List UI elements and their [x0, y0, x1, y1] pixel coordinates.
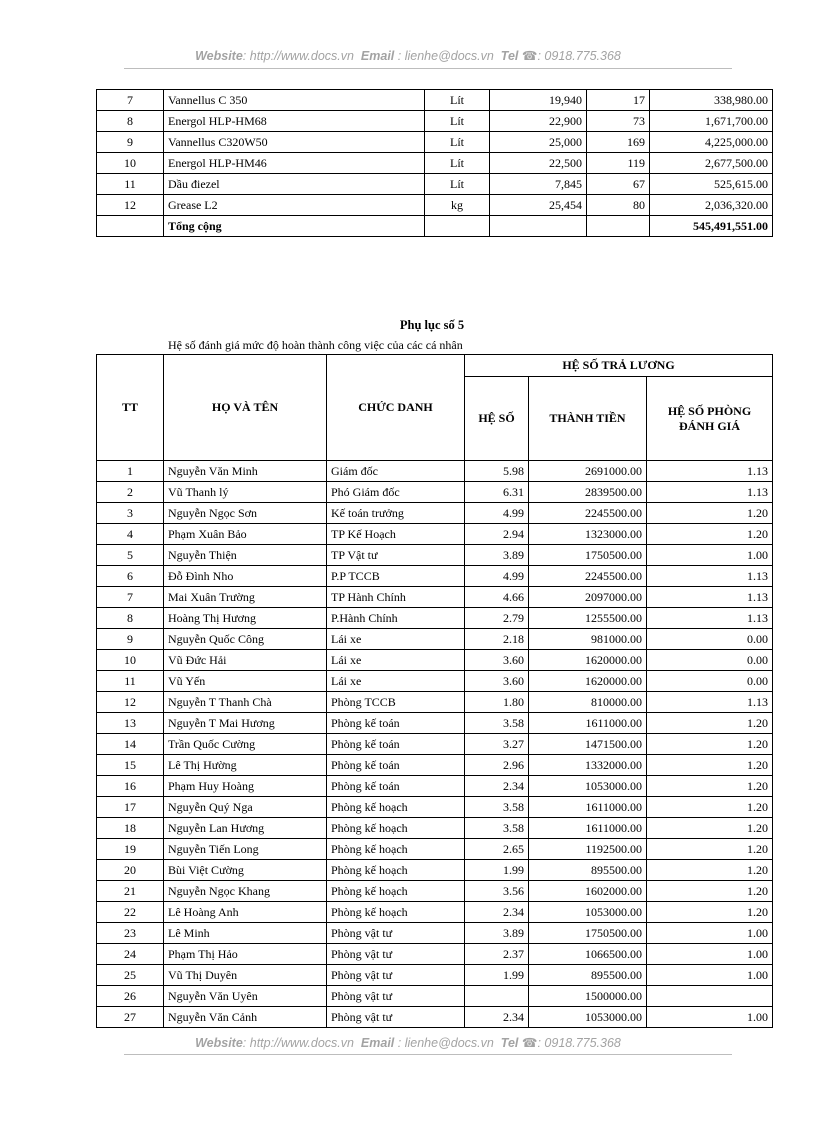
footer-website-label: Website [195, 1036, 243, 1050]
table-row [97, 461, 773, 482]
job-title-cell: Phòng TCCB [327, 692, 465, 713]
table-row [97, 195, 773, 216]
item-name-cell: Grease L2 [164, 195, 425, 216]
row-number-cell: 27 [97, 1007, 164, 1028]
footer-website-url[interactable]: : http://www.docs.vn [242, 1036, 354, 1050]
amount-cell: 2839500.00 [529, 482, 647, 503]
header-dept-coefficient: HỆ SỐ PHÒNG ĐÁNH GIÁ [647, 377, 773, 461]
table-row [97, 90, 773, 111]
row-number-cell: 14 [97, 734, 164, 755]
dept-coefficient-cell: 1.20 [647, 839, 773, 860]
amount-cell: 2,677,500.00 [650, 153, 773, 174]
footer-email-label: Email [360, 1036, 395, 1050]
header-phone: : 0918.775.368 [537, 49, 621, 63]
table-row [97, 111, 773, 132]
job-title-cell: Phòng kế toán [327, 713, 465, 734]
job-title-cell: Phó Giám đốc [327, 482, 465, 503]
amount-cell: 338,980.00 [650, 90, 773, 111]
unit-cell: Lít [425, 153, 490, 174]
total-empty-cell [97, 216, 164, 237]
employee-name-cell: Nguyễn Văn Minh [164, 461, 327, 482]
employee-name-cell: Nguyễn T Mai Hương [164, 713, 327, 734]
amount-cell: 1750500.00 [529, 923, 647, 944]
coefficient-cell: 3.89 [465, 923, 529, 944]
page-footer [0, 1035, 816, 1050]
job-title-cell: TP Hành Chính [327, 587, 465, 608]
job-title-cell: Phòng kế hoạch [327, 902, 465, 923]
amount-cell: 2245500.00 [529, 566, 647, 587]
row-number-cell: 1 [97, 461, 164, 482]
row-number-cell: 23 [97, 923, 164, 944]
coefficient-cell: 3.27 [465, 734, 529, 755]
dept-coefficient-cell: 1.20 [647, 755, 773, 776]
coefficient-cell: 1.99 [465, 860, 529, 881]
employee-name-cell: Vũ Yến [164, 671, 327, 692]
quantity-cell: 73 [587, 111, 650, 132]
row-number-cell: 18 [97, 818, 164, 839]
table-row [97, 734, 773, 755]
row-number-cell: 16 [97, 776, 164, 797]
coefficient-cell: 2.65 [465, 839, 529, 860]
quantity-cell: 80 [587, 195, 650, 216]
dept-coefficient-cell: 1.20 [647, 797, 773, 818]
row-number-cell: 26 [97, 986, 164, 1007]
amount-cell: 1323000.00 [529, 524, 647, 545]
unit-cell: kg [425, 195, 490, 216]
row-number-cell: 11 [97, 174, 164, 195]
amount-cell: 1,671,700.00 [650, 111, 773, 132]
appendix-subtitle: Hệ số đánh giá mức độ hoàn thành công việc của các cá nhân [168, 338, 463, 352]
row-number-cell: 7 [97, 90, 164, 111]
table-row [97, 566, 773, 587]
row-number-cell: 12 [97, 195, 164, 216]
employee-name-cell: Mai Xuân Trường [164, 587, 327, 608]
row-number-cell: 6 [97, 566, 164, 587]
row-number-cell: 11 [97, 671, 164, 692]
header-email[interactable]: : lienhe@docs.vn [397, 49, 494, 63]
table-row [97, 608, 773, 629]
header-name: HỌ VÀ TÊN [164, 355, 327, 461]
amount-cell: 1500000.00 [529, 986, 647, 1007]
dept-coefficient-cell: 1.20 [647, 818, 773, 839]
employee-name-cell: Đỗ Đình Nho [164, 566, 327, 587]
job-title-cell: Giám đốc [327, 461, 465, 482]
coefficient-cell: 3.60 [465, 650, 529, 671]
employee-name-cell: Nguyễn Ngọc Khang [164, 881, 327, 902]
employee-name-cell: Nguyễn Quý Nga [164, 797, 327, 818]
dept-coefficient-cell: 1.00 [647, 965, 773, 986]
row-number-cell: 22 [97, 902, 164, 923]
table-row [97, 545, 773, 566]
amount-cell: 1066500.00 [529, 944, 647, 965]
table-row [97, 755, 773, 776]
coefficient-cell: 2.34 [465, 902, 529, 923]
table-row [97, 923, 773, 944]
employee-name-cell: Hoàng Thị Hương [164, 608, 327, 629]
row-number-cell: 4 [97, 524, 164, 545]
table-row [97, 132, 773, 153]
amount-cell: 895500.00 [529, 860, 647, 881]
item-name-cell: Energol HLP-HM68 [164, 111, 425, 132]
employee-name-cell: Bùi Việt Cường [164, 860, 327, 881]
dept-coefficient-cell: 1.13 [647, 692, 773, 713]
coefficient-cell: 1.99 [465, 965, 529, 986]
total-empty-cell [587, 216, 650, 237]
amount-cell: 1611000.00 [529, 713, 647, 734]
dept-coefficient-cell: 1.13 [647, 587, 773, 608]
employee-name-cell: Nguyễn Ngọc Sơn [164, 503, 327, 524]
employee-name-cell: Phạm Thị Hảo [164, 944, 327, 965]
coefficient-cell: 2.79 [465, 608, 529, 629]
dept-coefficient-cell: 0.00 [647, 650, 773, 671]
employee-name-cell: Nguyễn Văn Uyên [164, 986, 327, 1007]
dept-coefficient-cell: 1.00 [647, 944, 773, 965]
coefficient-cell: 3.89 [465, 545, 529, 566]
job-title-cell: Lái xe [327, 629, 465, 650]
header-amount: THÀNH TIỀN [529, 377, 647, 461]
page-header [0, 48, 816, 63]
coefficient-cell [465, 986, 529, 1007]
row-number-cell: 19 [97, 839, 164, 860]
dept-coefficient-cell: 1.13 [647, 461, 773, 482]
table-row [97, 692, 773, 713]
header-tt: TT [97, 355, 164, 461]
row-number-cell: 17 [97, 797, 164, 818]
job-title-cell: Phòng vật tư [327, 923, 465, 944]
employee-name-cell: Phạm Xuân Bảo [164, 524, 327, 545]
unit-price-cell: 22,900 [490, 111, 587, 132]
employee-name-cell: Vũ Đức Hải [164, 650, 327, 671]
row-number-cell: 2 [97, 482, 164, 503]
job-title-cell: Phòng kế hoạch [327, 881, 465, 902]
header-email-label: Email [360, 49, 395, 63]
employee-name-cell: Trần Quốc Cường [164, 734, 327, 755]
table-row [97, 944, 773, 965]
unit-cell: Lít [425, 174, 490, 195]
dept-coefficient-cell: 1.13 [647, 608, 773, 629]
amount-cell: 810000.00 [529, 692, 647, 713]
item-name-cell: Vannellus C 350 [164, 90, 425, 111]
dept-coefficient-cell: 1.20 [647, 503, 773, 524]
table-row [97, 902, 773, 923]
coefficient-cell: 6.31 [465, 482, 529, 503]
coefficient-cell: 5.98 [465, 461, 529, 482]
unit-cell: Lít [425, 132, 490, 153]
job-title-cell: Phòng vật tư [327, 986, 465, 1007]
amount-cell: 1471500.00 [529, 734, 647, 755]
footer-tel-label: Tel [500, 1036, 519, 1050]
table-row [97, 671, 773, 692]
table-row [97, 818, 773, 839]
row-number-cell: 24 [97, 944, 164, 965]
amount-cell: 1611000.00 [529, 818, 647, 839]
employee-name-cell: Lê Thị Hường [164, 755, 327, 776]
row-number-cell: 25 [97, 965, 164, 986]
row-number-cell: 8 [97, 608, 164, 629]
row-number-cell: 8 [97, 111, 164, 132]
job-title-cell: Phòng vật tư [327, 965, 465, 986]
job-title-cell: Phòng kế hoạch [327, 797, 465, 818]
table-row [97, 629, 773, 650]
coefficient-cell: 2.18 [465, 629, 529, 650]
job-title-cell: Phòng kế toán [327, 776, 465, 797]
unit-price-cell: 19,940 [490, 90, 587, 111]
employee-name-cell: Lê Hoàng Anh [164, 902, 327, 923]
amount-cell: 2097000.00 [529, 587, 647, 608]
amount-cell: 1620000.00 [529, 671, 647, 692]
dept-coefficient-cell: 1.20 [647, 881, 773, 902]
coefficient-cell: 3.58 [465, 818, 529, 839]
job-title-cell: Phòng kế hoạch [327, 818, 465, 839]
footer-phone: : 0918.775.368 [537, 1036, 621, 1050]
footer-divider [124, 1054, 732, 1055]
row-number-cell: 5 [97, 545, 164, 566]
coefficient-cell: 3.58 [465, 713, 529, 734]
row-number-cell: 20 [97, 860, 164, 881]
header-website-url[interactable]: : http://www.docs.vn [242, 49, 354, 63]
coefficient-cell: 2.34 [465, 776, 529, 797]
dept-coefficient-cell: 1.20 [647, 860, 773, 881]
table-row [97, 482, 773, 503]
employee-name-cell: Lê Minh [164, 923, 327, 944]
employee-name-cell: Nguyễn Thiện [164, 545, 327, 566]
coefficient-cell: 2.37 [465, 944, 529, 965]
phone-icon: ☎ [521, 49, 538, 63]
salary-coefficient-table [96, 354, 773, 1028]
unit-price-cell: 22,500 [490, 153, 587, 174]
amount-cell: 2245500.00 [529, 503, 647, 524]
total-empty-cell [490, 216, 587, 237]
quantity-cell: 17 [587, 90, 650, 111]
employee-name-cell: Vũ Thị Duyên [164, 965, 327, 986]
materials-table [96, 89, 773, 237]
dept-coefficient-cell: 1.20 [647, 776, 773, 797]
table-row [97, 587, 773, 608]
unit-price-cell: 25,454 [490, 195, 587, 216]
row-number-cell: 3 [97, 503, 164, 524]
footer-email[interactable]: : lienhe@docs.vn [397, 1036, 494, 1050]
coefficient-cell: 3.58 [465, 797, 529, 818]
amount-cell: 1332000.00 [529, 755, 647, 776]
job-title-cell: Phòng kế toán [327, 755, 465, 776]
header-salary-group: HỆ SỐ TRẢ LƯƠNG [465, 355, 773, 377]
employee-name-cell: Vũ Thanh lý [164, 482, 327, 503]
table-row [97, 650, 773, 671]
job-title-cell: TP Kế Hoạch [327, 524, 465, 545]
coefficient-cell: 4.99 [465, 503, 529, 524]
table-row [97, 839, 773, 860]
coefficient-cell: 2.94 [465, 524, 529, 545]
header-divider [124, 68, 732, 69]
row-number-cell: 13 [97, 713, 164, 734]
coefficient-cell: 3.60 [465, 671, 529, 692]
dept-coefficient-cell: 1.20 [647, 713, 773, 734]
job-title-cell: Phòng kế hoạch [327, 839, 465, 860]
row-number-cell: 10 [97, 153, 164, 174]
coefficient-cell: 3.56 [465, 881, 529, 902]
coefficient-cell: 2.34 [465, 1007, 529, 1028]
dept-coefficient-cell: 1.13 [647, 566, 773, 587]
total-value: 545,491,551.00 [650, 216, 773, 237]
header-website-label: Website [195, 49, 243, 63]
amount-cell: 1611000.00 [529, 797, 647, 818]
table-row [97, 965, 773, 986]
table-row [97, 174, 773, 195]
table-row [97, 797, 773, 818]
employee-name-cell: Nguyễn Tiến Long [164, 839, 327, 860]
row-number-cell: 7 [97, 587, 164, 608]
header-coefficient: HỆ SỐ [465, 377, 529, 461]
table-row [97, 1007, 773, 1028]
dept-coefficient-cell [647, 986, 773, 1007]
coefficient-cell: 1.80 [465, 692, 529, 713]
job-title-cell: TP Vật tư [327, 545, 465, 566]
total-row [97, 216, 773, 237]
dept-coefficient-cell: 1.00 [647, 923, 773, 944]
amount-cell: 525,615.00 [650, 174, 773, 195]
dept-coefficient-cell: 1.20 [647, 734, 773, 755]
amount-cell: 1192500.00 [529, 839, 647, 860]
unit-cell: Lít [425, 111, 490, 132]
job-title-cell: Lái xe [327, 650, 465, 671]
unit-price-cell: 7,845 [490, 174, 587, 195]
unit-price-cell: 25,000 [490, 132, 587, 153]
job-title-cell: P.P TCCB [327, 566, 465, 587]
table-row [97, 986, 773, 1007]
employee-name-cell: Nguyễn Văn Cảnh [164, 1007, 327, 1028]
amount-cell: 1053000.00 [529, 902, 647, 923]
row-number-cell: 9 [97, 629, 164, 650]
dept-coefficient-cell: 0.00 [647, 629, 773, 650]
quantity-cell: 119 [587, 153, 650, 174]
item-name-cell: Vannellus C320W50 [164, 132, 425, 153]
amount-cell: 895500.00 [529, 965, 647, 986]
total-empty-cell [425, 216, 490, 237]
employee-name-cell: Phạm Huy Hoàng [164, 776, 327, 797]
table-row [97, 881, 773, 902]
amount-cell: 1053000.00 [529, 1007, 647, 1028]
row-number-cell: 21 [97, 881, 164, 902]
dept-coefficient-cell: 1.20 [647, 902, 773, 923]
amount-cell: 1255500.00 [529, 608, 647, 629]
phone-icon: ☎ [521, 1036, 538, 1050]
job-title-cell: Lái xe [327, 671, 465, 692]
employee-name-cell: Nguyễn T Thanh Chà [164, 692, 327, 713]
unit-cell: Lít [425, 90, 490, 111]
quantity-cell: 67 [587, 174, 650, 195]
item-name-cell: Energol HLP-HM46 [164, 153, 425, 174]
amount-cell: 1620000.00 [529, 650, 647, 671]
quantity-cell: 169 [587, 132, 650, 153]
header-position: CHỨC DANH [327, 355, 465, 461]
table-row [97, 860, 773, 881]
job-title-cell: Phòng kế hoạch [327, 860, 465, 881]
amount-cell: 1053000.00 [529, 776, 647, 797]
amount-cell: 4,225,000.00 [650, 132, 773, 153]
coefficient-cell: 2.96 [465, 755, 529, 776]
amount-cell: 2,036,320.00 [650, 195, 773, 216]
job-title-cell: Phòng kế toán [327, 734, 465, 755]
coefficient-cell: 4.99 [465, 566, 529, 587]
table-row [97, 713, 773, 734]
item-name-cell: Dầu điezel [164, 174, 425, 195]
amount-cell: 1750500.00 [529, 545, 647, 566]
table-row [97, 503, 773, 524]
dept-coefficient-cell: 1.00 [647, 545, 773, 566]
header-tel-label: Tel [500, 49, 519, 63]
amount-cell: 2691000.00 [529, 461, 647, 482]
job-title-cell: Phòng vật tư [327, 1007, 465, 1028]
amount-cell: 981000.00 [529, 629, 647, 650]
employee-name-cell: Nguyễn Lan Hương [164, 818, 327, 839]
row-number-cell: 12 [97, 692, 164, 713]
row-number-cell: 9 [97, 132, 164, 153]
coefficient-cell: 4.66 [465, 587, 529, 608]
dept-coefficient-cell: 1.00 [647, 1007, 773, 1028]
table-row [97, 776, 773, 797]
row-number-cell: 15 [97, 755, 164, 776]
employee-name-cell: Nguyễn Quốc Công [164, 629, 327, 650]
job-title-cell: Phòng vật tư [327, 944, 465, 965]
appendix-title: Phụ lục số 5 [399, 318, 465, 332]
job-title-cell: P.Hành Chính [327, 608, 465, 629]
dept-coefficient-cell: 0.00 [647, 671, 773, 692]
table-row [97, 524, 773, 545]
table-row [97, 153, 773, 174]
dept-coefficient-cell: 1.20 [647, 524, 773, 545]
amount-cell: 1602000.00 [529, 881, 647, 902]
total-label: Tổng cộng [164, 216, 425, 237]
job-title-cell: Kế toán trưởng [327, 503, 465, 524]
row-number-cell: 10 [97, 650, 164, 671]
dept-coefficient-cell: 1.13 [647, 482, 773, 503]
